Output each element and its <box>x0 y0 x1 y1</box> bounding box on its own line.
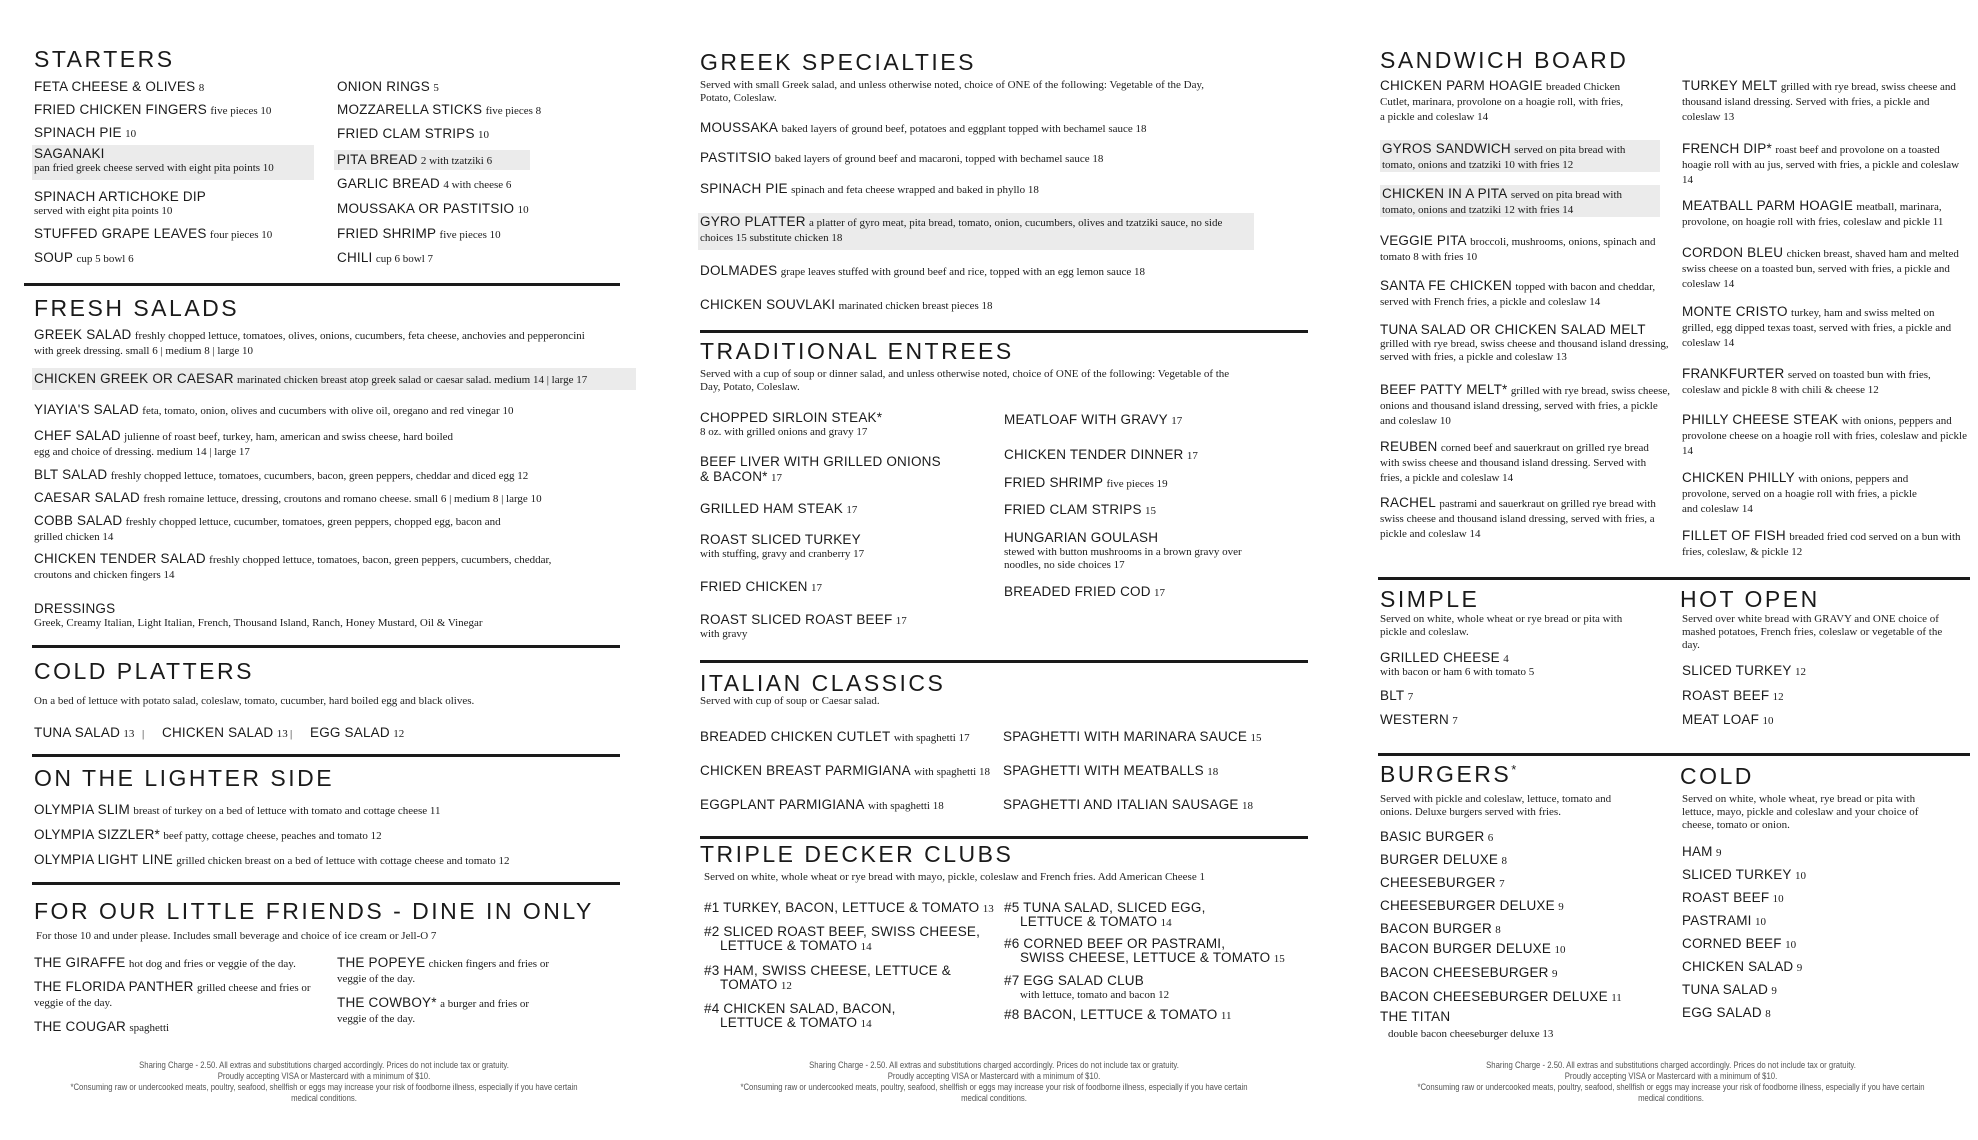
menu-item: SLICED TURKEY 10 <box>1682 867 1807 882</box>
menu-item: BURGER DELUXE 8 <box>1380 852 1508 867</box>
menu-item: SOUP cup 5 bowl 6 <box>34 250 134 265</box>
menu-item: BEEF PATTY MELT* grilled with rye bread, swiss cheese, onions and thousand island dressing, served with fries, a pickle and coleslaw 10 <box>1380 382 1671 427</box>
fresh-salads-heading: FRESH SALADS <box>34 295 240 321</box>
section-divider <box>32 754 620 757</box>
menu-item: ROAST SLICED ROAST BEEF 17 <box>700 612 907 627</box>
footer-line-1: Sharing Charge - 2.50. All extras and substitutions charged accordingly. Prices do not include tax or gratuity. <box>139 1060 509 1070</box>
item-description: Greek, Creamy Italian, Light Italian, French, Thousand Island, Ranch, Honey Mustard, Oil & Vinegar <box>34 617 483 629</box>
hot-open-heading: HOT OPEN <box>1680 586 1820 612</box>
menu-item: STUFFED GRAPE LEAVES four pieces 10 <box>34 226 273 241</box>
menu-item: & BACON* 17 <box>700 469 782 484</box>
menu-item: BLT 7 <box>1380 688 1414 703</box>
menu-column-3 <box>1376 0 1970 1140</box>
menu-item: WESTERN 7 <box>1380 712 1458 727</box>
menu-item: EGGPLANT PARMIGIANA with spaghetti 18 <box>700 797 944 812</box>
section-divider <box>32 882 620 885</box>
footer-line-2: Proudly accepting VISA or Mastercard with a minimum of $10. <box>217 1071 431 1081</box>
menu-item: BACON CHEESEBURGER 9 <box>1380 965 1558 980</box>
menu-item: #7 EGG SALAD CLUB <box>1004 973 1144 988</box>
menu-item: MOZZARELLA STICKS five pieces 8 <box>337 102 542 117</box>
menu-item: TUNA SALAD 13 <box>34 725 135 740</box>
menu-item: DRESSINGS <box>34 601 116 616</box>
section-note: For those 10 and under please. Includes small beverage and choice of ice cream or Jell-O 7 <box>36 930 437 942</box>
section-note: Served with cup of soup or Caesar salad. <box>700 695 880 707</box>
menu-item: CHEESEBURGER DELUXE 9 <box>1380 898 1564 913</box>
menu-item: FRENCH DIP* roast beef and provolone on a toasted hoagie roll with au jus, served with fries, a pickle and coleslaw 14 <box>1682 141 1960 186</box>
menu-item: SAGANAKI <box>34 146 105 161</box>
menu-item: SPINACH PIE 10 <box>34 125 137 140</box>
menu-item: TURKEY MELT grilled with rye bread, swiss cheese and thousand island dressing. Served with fries, a pickle and coleslaw 13 <box>1682 78 1956 123</box>
menu-item: LETTUCE & TOMATO 14 <box>720 938 872 953</box>
menu-item: VEGGIE PITA broccoli, mushrooms, onions, spinach and tomato 8 with fries 10 <box>1380 233 1656 263</box>
menu-item: MONTE CRISTO turkey, ham and swiss melted on grilled, egg dipped texas toast, served with fries, a pickle and coleslaw 14 <box>1682 304 1952 349</box>
section-note: Served on white, whole wheat or rye bread with mayo, pickle, coleslaw and French fries. Add American Cheese 1 <box>704 871 1205 883</box>
section-note: Served on white, whole wheat, rye bread or pita with lettuce, mayo, pickle and coleslaw and your choice of cheese, tomato or onion. <box>1682 793 1919 831</box>
menu-item: TUNA SALAD 9 <box>1682 982 1777 997</box>
cold-heading: COLD <box>1680 763 1754 789</box>
menu-item: ONION RINGS 5 <box>337 79 439 94</box>
section-note: On a bed of lettuce with potato salad, coleslaw, tomato, cucumber, hard boiled egg and black olives. <box>34 695 475 707</box>
menu-item: ROAST BEEF 10 <box>1682 890 1784 905</box>
menu-item: FRIED SHRIMP five pieces 19 <box>1004 475 1168 490</box>
menu-item: FRIED CLAM STRIPS 15 <box>1004 502 1157 517</box>
menu-column-2 <box>694 0 1306 1140</box>
menu-item: CHILI cup 6 bowl 7 <box>337 250 434 265</box>
menu-item: SANTA FE CHICKEN topped with bacon and cheddar, served with French fries, a pickle and coleslaw 14 <box>1380 278 1656 308</box>
menu-item: FRIED CHICKEN 17 <box>700 579 822 594</box>
menu-item: BACON BURGER DELUXE 10 <box>1380 941 1566 956</box>
menu-item: BLT SALAD freshly chopped lettuce, tomatoes, cucumbers, bacon, green peppers, cheddar and diced egg 12 <box>34 467 529 482</box>
italian-classics-heading: ITALIAN CLASSICS <box>700 670 946 696</box>
menu-item: PITA BREAD 2 with tzatziki 6 <box>337 152 493 167</box>
menu-item: MOUSSAKA OR PASTITSIO 10 <box>337 201 529 216</box>
menu-item: THE COUGAR spaghetti <box>34 1019 170 1034</box>
menu-item: COBB SALAD freshly chopped lettuce, cucumber, tomatoes, green peppers, chopped egg, bacon and grilled chicken 14 <box>34 513 501 543</box>
menu-item: OLYMPIA LIGHT LINE grilled chicken breast on a bed of lettuce with cottage cheese and tomato 12 <box>34 852 510 867</box>
menu-item: FRANKFURTER served on toasted bun with fries, coleslaw and pickle 8 with chili & cheese 12 <box>1682 366 1931 396</box>
menu-item: CHICKEN GREEK OR CAESAR marinated chicken breast atop greek salad or caesar salad. medium 14 | large 17 <box>34 371 588 386</box>
menu-item: LETTUCE & TOMATO 14 <box>1020 914 1172 929</box>
separator: | <box>290 728 293 740</box>
menu-item: #1 TURKEY, BACON, LETTUCE & TOMATO 13 <box>704 900 994 915</box>
menu-item: SLICED TURKEY 12 <box>1682 663 1807 678</box>
separator: | <box>142 728 145 740</box>
menu-item: OLYMPIA SLIM breast of turkey on a bed of lettuce with tomato and cottage cheese 11 <box>34 802 441 817</box>
item-description: double bacon cheeseburger deluxe 13 <box>1388 1028 1554 1040</box>
menu-item: FRIED SHRIMP five pieces 10 <box>337 226 501 241</box>
menu-item: BACON BURGER 8 <box>1380 921 1501 936</box>
menu-item: THE POPEYE chicken fingers and fries or veggie of the day. <box>337 955 549 985</box>
burgers-heading: BURGERS* <box>1380 761 1519 787</box>
footer-line-3: *Consuming raw or undercooked meats, poultry, seafood, shellfish or eggs may increase your risk of foodborne illness, especially if you have certain medical conditions. <box>740 1082 1248 1103</box>
section-divider <box>700 836 1308 839</box>
menu-item: REUBEN corned beef and sauerkraut on grilled rye bread with swiss cheese and thousand island dressing. Served with fries, a pickle and coleslaw 14 <box>1380 439 1649 484</box>
menu-item: THE COWBOY* a burger and fries or veggie of the day. <box>337 995 530 1025</box>
menu-item: FETA CHEESE & OLIVES 8 <box>34 79 205 94</box>
menu-item: CHEESEBURGER 7 <box>1380 875 1505 890</box>
menu-item: PASTITSIO baked layers of ground beef and macaroni, topped with bechamel sauce 18 <box>700 150 1104 165</box>
menu-item: TOMATO 12 <box>720 977 792 992</box>
menu-item: #6 CORNED BEEF OR PASTRAMI, <box>1004 936 1226 951</box>
item-description: pan fried greek cheese served with eight pita points 10 <box>34 162 274 174</box>
menu-item: MEATBALL PARM HOAGIE meatball, marinara, provolone, on hoagie roll with fries, coleslaw and pickle 11 <box>1682 198 1944 228</box>
menu-item: HUNGARIAN GOULASH <box>1004 530 1159 545</box>
menu-item: GREEK SALAD freshly chopped lettuce, tomatoes, olives, onions, cucumbers, feta cheese, anchovies and pepperoncini with greek dressing. small 6 | medium 8 | large 10 <box>34 327 585 357</box>
menu-item: THE FLORIDA PANTHER grilled cheese and fries or veggie of the day. <box>34 979 311 1009</box>
menu-item: CHICKEN TENDER DINNER 17 <box>1004 447 1198 462</box>
little-friends-heading: FOR OUR LITTLE FRIENDS - DINE IN ONLY <box>34 898 594 924</box>
sandwich-board-heading: SANDWICH BOARD <box>1380 47 1629 73</box>
section-note: Served with a cup of soup or dinner salad, and unless otherwise noted, choice of ONE of the following: Vegetable of the Day, Potato, Coleslaw. <box>700 368 1230 393</box>
item-description: served with eight pita points 10 <box>34 205 173 217</box>
item-description: with lettuce, tomato and bacon 12 <box>1020 989 1170 1001</box>
footer-notice <box>1417 1060 1924 1104</box>
menu-item: MEAT LOAF 10 <box>1682 712 1774 727</box>
item-description: with stuffing, gravy and cranberry 17 <box>700 548 865 560</box>
footer-line-1: Sharing Charge - 2.50. All extras and substitutions charged accordingly. Prices do not include tax or gratuity. <box>1486 1060 1856 1070</box>
menu-item: DOLMADES grape leaves stuffed with ground beef and rice, topped with an egg lemon sauce 18 <box>700 263 1145 278</box>
menu-item: PHILLY CHEESE STEAK with onions, peppers and provolone cheese on a hoagie roll with fries, coleslaw and pickle 14 <box>1682 412 1967 457</box>
menu-item: #3 HAM, SWISS CHEESE, LETTUCE & <box>704 963 952 978</box>
section-note: Served over white bread with GRAVY and ONE choice of mashed potatoes, French fries, coleslaw or vegetable of the day. <box>1682 613 1943 651</box>
menu-item: BEEF LIVER WITH GRILLED ONIONS <box>700 454 941 469</box>
menu-item: BREADED FRIED COD 17 <box>1004 584 1166 599</box>
item-description: grilled with rye bread, swiss cheese and thousand island dressing, served with fries, a pickle and coleslaw 13 <box>1380 338 1669 363</box>
section-divider <box>1378 577 1970 580</box>
menu-item: LETTUCE & TOMATO 14 <box>720 1015 872 1030</box>
menu-item: YIAYIA'S SALAD feta, tomato, onion, olives and cucumbers with olive oil, oregano and red vinegar 10 <box>34 402 514 417</box>
menu-item: BREADED CHICKEN CUTLET with spaghetti 17 <box>700 729 970 744</box>
menu-item: #2 SLICED ROAST BEEF, SWISS CHEESE, <box>704 924 981 939</box>
menu-item: CORDON BLEU chicken breast, shaved ham and melted swiss cheese on a toasted bun, served with fries, a pickle and coleslaw 14 <box>1682 245 1959 290</box>
menu-item: ROAST SLICED TURKEY <box>700 532 861 547</box>
footer-line-2: Proudly accepting VISA or Mastercard with a minimum of $10. <box>887 1071 1101 1081</box>
menu-item: BACON CHEESEBURGER DELUXE 11 <box>1380 989 1622 1004</box>
menu-item: CHICKEN PHILLY with onions, peppers and provolone, served on a hoagie roll with fries, a pickle and coleslaw 14 <box>1682 470 1917 515</box>
menu-item: CHICKEN SALAD 9 <box>1682 959 1803 974</box>
menu-item: THE TITAN <box>1380 1009 1451 1024</box>
section-divider <box>700 660 1308 663</box>
menu-item: SPAGHETTI WITH MEATBALLS 18 <box>1003 763 1219 778</box>
menu-item: SPAGHETTI WITH MARINARA SAUCE 15 <box>1003 729 1262 744</box>
section-divider <box>700 330 1308 333</box>
simple-heading: SIMPLE <box>1380 586 1480 612</box>
menu-item: #5 TUNA SALAD, SLICED EGG, <box>1004 900 1206 915</box>
menu-item: GARLIC BREAD 4 with cheese 6 <box>337 176 512 191</box>
menu-item: SPAGHETTI AND ITALIAN SAUSAGE 18 <box>1003 797 1253 812</box>
section-note: Served with pickle and coleslaw, lettuce, tomato and onions. Deluxe burgers served with fries. <box>1380 793 1612 818</box>
menu-item: CHICKEN SALAD 13 <box>162 725 288 740</box>
menu-item: GRILLED CHEESE 4 <box>1380 650 1509 665</box>
footer-notice <box>736 1060 1252 1104</box>
menu-item: THE GIRAFFE hot dog and fries or veggie of the day. <box>34 955 296 970</box>
lighter-side-heading: ON THE LIGHTER SIDE <box>34 765 335 791</box>
menu-item: CHICKEN IN A PITA served on pita bread with tomato, onions and tzatziki 12 with fries 14 <box>1382 186 1622 216</box>
menu-item: CHICKEN PARM HOAGIE breaded Chicken Cutlet, marinara, provolone on a hoagie roll, with fries, a pickle and coleslaw 14 <box>1380 78 1624 123</box>
menu-item: GRILLED HAM STEAK 17 <box>700 501 858 516</box>
menu-item: GYRO PLATTER a platter of gyro meat, pita bread, tomato, onion, cucumbers, olives and tzatziki sauce, no side choices 15 substitute chicken 18 <box>700 214 1223 244</box>
menu-item: TUNA SALAD OR CHICKEN SALAD MELT <box>1380 322 1646 337</box>
item-description: 8 oz. with grilled onions and gravy 17 <box>700 426 868 438</box>
footer-line-2: Proudly accepting VISA or Mastercard with a minimum of $10. <box>1564 1071 1778 1081</box>
menu-item: SPINACH ARTICHOKE DIP <box>34 189 206 204</box>
item-description: stewed with button mushrooms in a brown gravy over noodles, no side choices 17 <box>1004 546 1242 571</box>
traditional-entrees-heading: TRADITIONAL ENTREES <box>700 338 1014 364</box>
section-note: Served on white, whole wheat or rye bread or pita with pickle and coleslaw. <box>1380 613 1623 638</box>
menu-item: PASTRAMI 10 <box>1682 913 1766 928</box>
greek-specialties-heading: GREEK SPECIALTIES <box>700 49 976 75</box>
cold-platters-heading: COLD PLATTERS <box>34 658 254 684</box>
item-description: with gravy <box>700 628 748 640</box>
footer-line-3: *Consuming raw or undercooked meats, poultry, seafood, shellfish or eggs may increase your risk of foodborne illness, especially if you have certain medical conditions. <box>1417 1082 1925 1103</box>
menu-item: #8 BACON, LETTUCE & TOMATO 11 <box>1004 1007 1232 1022</box>
menu-item: SPINACH PIE spinach and feta cheese wrapped and baked in phyllo 18 <box>700 181 1039 196</box>
starters-heading: STARTERS <box>34 46 175 72</box>
menu-item: CHEF SALAD julienne of roast beef, turkey, ham, american and swiss cheese, hard boiled egg and choice of dressing. medium 14 | large 17 <box>34 428 454 458</box>
menu-item: BASIC BURGER 6 <box>1380 829 1494 844</box>
item-description: with bacon or ham 6 with tomato 5 <box>1380 666 1535 678</box>
menu-item: SWISS CHEESE, LETTUCE & TOMATO 15 <box>1020 950 1285 965</box>
section-divider <box>1378 753 1970 756</box>
menu-item: CHOPPED SIRLOIN STEAK* <box>700 410 883 425</box>
menu-item: #4 CHICKEN SALAD, BACON, <box>704 1001 896 1016</box>
menu-item: EGG SALAD 8 <box>1682 1005 1771 1020</box>
triple-decker-heading: TRIPLE DECKER CLUBS <box>700 841 1014 867</box>
footer-line-1: Sharing Charge - 2.50. All extras and substitutions charged accordingly. Prices do not include tax or gratuity. <box>809 1060 1179 1070</box>
menu-item: MOUSSAKA baked layers of ground beef, potatoes and eggplant topped with bechamel sauce 18 <box>700 120 1147 135</box>
menu-item: OLYMPIA SIZZLER* beef patty, cottage cheese, peaches and tomato 12 <box>34 827 382 842</box>
section-divider <box>32 645 620 648</box>
section-divider <box>24 283 620 286</box>
section-note: Served with small Greek salad, and unless otherwise noted, choice of ONE of the following: Vegetable of the Day, Potato, Coleslaw. <box>700 79 1205 104</box>
menu-item: ROAST BEEF 12 <box>1682 688 1784 703</box>
menu-item: HAM 9 <box>1682 844 1722 859</box>
menu-item: CHICKEN TENDER SALAD freshly chopped lettuce, tomatoes, bacon, green peppers, cucumbers, cheddar, croutons and chicken fingers 14 <box>34 551 552 581</box>
menu-item: FRIED CHICKEN FINGERS five pieces 10 <box>34 102 272 117</box>
menu-item: CHICKEN SOUVLAKI marinated chicken breast pieces 18 <box>700 297 993 312</box>
menu-item: GYROS SANDWICH served on pita bread with tomato, onions and tzatziki 10 with fries 12 <box>1382 141 1626 171</box>
menu-item: FILLET OF FISH breaded fried cod served on a bun with fries, coleslaw, & pickle 12 <box>1682 528 1961 558</box>
menu-item: CAESAR SALAD fresh romaine lettuce, dressing, croutons and romano cheese. small 6 | medium 8 | large 10 <box>34 490 542 505</box>
menu-item: RACHEL pastrami and sauerkraut on grilled rye bread with swiss cheese and thousand island dressing, served with fries, a pickle and coleslaw 14 <box>1380 495 1656 540</box>
footer-notice <box>66 1060 582 1104</box>
footer-line-3: *Consuming raw or undercooked meats, poultry, seafood, shellfish or eggs may increase your risk of foodborne illness, especially if you have certain medical conditions. <box>70 1082 578 1103</box>
menu-item: MEATLOAF WITH GRAVY 17 <box>1004 412 1183 427</box>
menu-column-1 <box>24 0 634 1140</box>
menu-item: CHICKEN BREAST PARMIGIANA with spaghetti 18 <box>700 763 990 778</box>
menu-item: EGG SALAD 12 <box>310 725 405 740</box>
menu-item: FRIED CLAM STRIPS 10 <box>337 126 490 141</box>
menu-item: CORNED BEEF 10 <box>1682 936 1797 951</box>
